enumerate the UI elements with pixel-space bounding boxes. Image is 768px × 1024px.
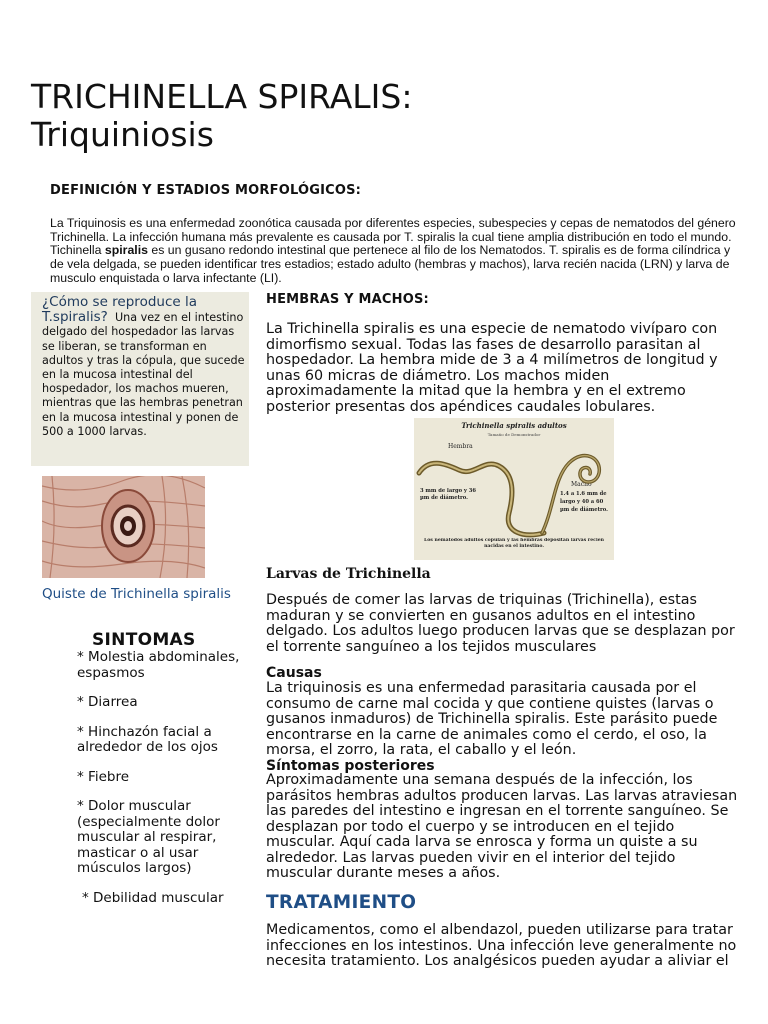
causas-text: La triquinosis es una enfermedad parasitaria causada por el consumo de carne mal cocida y que contiene quistes (larvas o gusanos inmaduros) de Trichinella spiralis. Este parásito puede encontrarse en la carne de animales como el cerdo, el oso, la morsa, el zorro, la rata, el caballo y el león. [266,680,718,758]
larvas-heading: Larvas de Trichinella [266,566,431,582]
sidebox-question: ¿Cómo se reproduce la T.spiralis? [42,294,197,326]
intro-text-1: La Triquinosis es una enfermedad zoonótica causada por diferentes especies, subespecies y cepas de nematodos del género Trichinella. La infección humana más prevalente es causada por T. spiralis la cual tiene amplia distribución en todo el mundo. Tichinella [50,216,736,258]
symptom-item: * Molestia abdominales, espasmos [77,649,240,681]
label-hembra: Hembra [448,443,473,450]
intro-paragraph [50,217,740,286]
symptom-item: * Dolor muscular (especialmente dolor muscular al respirar, masticar o al usar músculos largos) [77,798,220,876]
tratamiento-heading: TRATAMIENTO [266,892,417,913]
cyst-image [42,476,205,578]
symptom-item: * Debilidad muscular [82,889,224,906]
sidebox-answer: Una vez en el intestino delgado del hospedador las larvas se liberan, se transforman en adultos y tras la cópula, que sucede en la mucosa intestinal del hospedador, los machos mueren, mientras que las hembras penetran en la mucosa intestinal y ponen de 500 a 1000 larvas. [42,311,245,438]
symptom-item: * Hinchazón facial a alrededor de los ojos [77,723,218,755]
cyst-caption: Quiste de Trichinella spiralis [42,586,231,602]
larvas-text: Después de comer las larvas de triquinas (Trichinella), estas maduran y se convierten en gusanos adultos en el intestino delgado. Los adultos luego producen larvas que se desplazan por el torrente sanguíneo a los tejidos musculares [266,592,735,655]
adult-worms-figure [414,418,614,560]
female-size: 3 mm de largo y 36 µm de diámetro. [420,488,476,501]
tratamiento-text: Medicamentos, como el albendazol, pueden utilizarse para tratar infecciones en los intestinos. Una infección leve generalmente no necesita tratamiento. Los analgésicos pueden ayudar a aliviar el [266,922,737,969]
symptom-item: * Fiebre [77,768,130,785]
reproduction-sidebox [31,292,249,466]
symptoms-list [70,650,250,920]
label-macho: Macho [571,481,592,488]
intro-text-2: es un gusano redondo intestinal que pertenece al filo de los Nematodos. T. spiralis es de forma cilíndrica y de vela delgada, se pueden identificar tres estadios; estado adulto (hembras y machos), larva recién nacida (LRN) y larva de musculo enquistada o larva infectante (LI). [50,243,731,285]
title-line-1: TRICHINELLA SPIRALIS: [31,77,413,116]
title-line-2: Triquiniosis [31,115,214,154]
figure-subtitle: Tamaño de Demonstrador [487,432,541,437]
document-title [31,78,412,154]
hembras-machos-text: La Trichinella spiralis es una especie de nematodo vivíparo con dimorfismo sexual. Todas las fases de desarrollo parasitan al hospedador. La hembra mide de 3 a 4 milímetros de longitud y unas 60 micras de diámetro. Los machos miden aproximadamente la mitad que la hembra y en el extremo posterior presentas dos apéndices caudales lobulares. [266,321,718,415]
figure-caption: Los nematodos adultos copulan y las hembras depositan larvas recién nacidas en el intestino. [424,538,604,549]
sintomas-posteriores-text: Aproximadamente una semana después de la infección, los parásitos hembras adultos producen larvas. Las larvas atraviesan las paredes del intestino e ingresan en el torrente sanguíneo. Se desplazan por todo el cuerpo y se introducen en el tejido muscular. Aquí cada larva se enrosca y forma un quiste a su alrededor. Las larvas pueden vivir en el interior del tejido muscular durante meses a años. [266,772,738,881]
figure-title: Trichinella spiralis adultos [461,421,567,430]
symptoms-heading: SINTOMAS [92,630,196,650]
symptom-item: * Diarrea [77,694,138,710]
intro-bold: spiralis [104,243,148,258]
sidebox-content [31,292,249,439]
hembras-machos-heading: HEMBRAS Y MACHOS: [266,292,429,307]
definition-heading: DEFINICIÓN Y ESTADIOS MORFOLÓGICOS: [50,183,362,198]
causas-heading: Causas [266,665,322,681]
sintomas-posteriores-heading: Síntomas posteriores [266,758,435,774]
male-size: 1.4 a 1.6 mm de largo y 40 a 60 µm de diámetro. [560,491,608,513]
